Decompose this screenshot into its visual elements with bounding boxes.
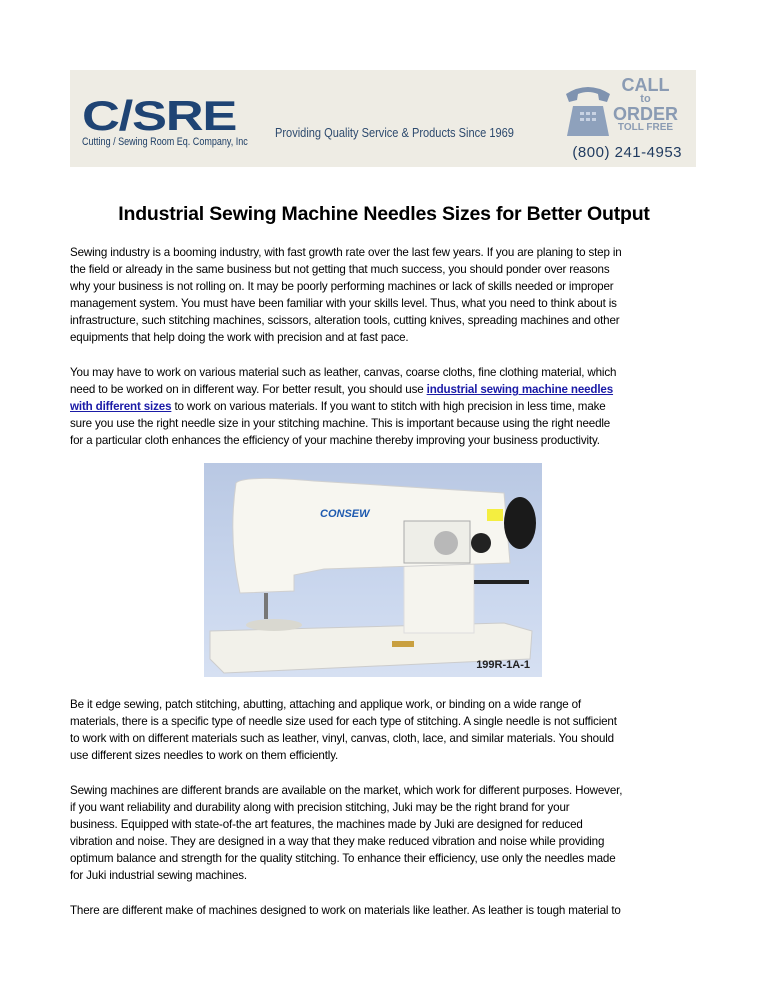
text-line: management system. You must have been familiar with your skills level. Thus, what you need to think about is	[70, 297, 617, 311]
paragraph-2	[70, 364, 710, 449]
toll-free-label: TOLL FREE	[617, 122, 674, 133]
text-line: for Juki industrial sewing machines.	[70, 869, 247, 883]
text-line: Sewing industry is a booming industry, with fast growth rate over the last few years. If you are planing to step in	[70, 246, 622, 259]
text-line: business. Equipped with state-of-the art features, the machines made by Juki are designed for reduced	[70, 818, 583, 832]
model-label: 199R-1A-1	[476, 659, 530, 671]
text-line: why your business is not rolling on. It may be poorly performing machines or lack of skills needed or improper	[70, 280, 614, 294]
to-label: to	[640, 93, 651, 105]
text-line: use different sizes needles to work on them efficiently.	[70, 749, 339, 763]
paragraph-1	[70, 244, 710, 347]
text-line: the field or already in the same business but not getting that much success, you should ponder over reasons	[70, 263, 610, 277]
text-line: Be it edge sewing, patch stitching, abutting, attaching and applique work, or binding on a wide range of	[70, 698, 581, 711]
sewing-machine-image	[204, 463, 542, 677]
text-segment: need to be worked on in different way. For better result, you should use	[70, 383, 427, 397]
text-segment: to work on various materials. If you want to stitch with high precision in less time, make	[171, 400, 606, 414]
call-label: CALL	[621, 75, 670, 95]
text-line: vibration and noise. They are designed in a way that they make reduced vibration and noise while providing	[70, 835, 605, 849]
phone-number: (800) 241-4953	[572, 144, 682, 161]
brand-label: CONSEW	[320, 508, 370, 520]
header-banner	[70, 70, 696, 167]
telephone-icon	[563, 80, 613, 140]
tagline: Providing Quality Service & Products Since 1969	[275, 125, 514, 140]
order-label: ORDER	[612, 104, 678, 124]
text-line: infrastructure, such stitching machines, scissors, alteration tools, cutting knives, spreading machines and other	[70, 314, 620, 328]
text-line: for a particular cloth enhances the efficiency of your machine thereby improving your business productivity.	[70, 434, 600, 448]
text-line: There are different make of machines designed to work on materials like leather. As leather is tough material to	[70, 904, 621, 917]
paragraph-4	[70, 782, 710, 885]
text-line: sure you use the right needle size in your stitching machine. This is important because using the right needle	[70, 417, 611, 431]
text-line: Sewing machines are different brands are available on the market, which work for different purposes. However,	[70, 784, 623, 797]
call-to-order	[563, 74, 688, 164]
text-line: You may have to work on various material such as leather, canvas, coarse cloths, fine clothing material, which	[70, 366, 617, 379]
company-name: Cutting / Sewing Room Eq. Company, Inc	[82, 136, 248, 148]
text-line: to work with on different materials such as leather, vinyl, canvas, cloth, lace, and similar materials. You should	[70, 732, 614, 746]
text-line: equipments that help doing the work with precision and at fast pace.	[70, 331, 409, 345]
sewing-machine-illustration	[204, 463, 542, 677]
text-line: optimum balance and strength for the quality stitching. To enhance their efficiency, use only the needles made	[70, 852, 616, 866]
paragraph-3	[70, 696, 710, 764]
needles-link-part-2[interactable]: with different sizes	[70, 400, 172, 414]
csre-logo	[82, 78, 257, 153]
logo-text: C/SRE	[82, 92, 237, 139]
text-line: materials, there is a specific type of needle size used for each type of stitching. A single needle is not sufficient	[70, 715, 617, 729]
paragraph-5	[70, 902, 710, 919]
needles-link-part-1[interactable]: industrial sewing machine needles	[426, 383, 614, 397]
text-line: if you want reliability and durability along with precision stitching, Juki may be the right brand for your	[70, 801, 570, 815]
page-title: Industrial Sewing Machine Needles Sizes for Better Output	[118, 203, 650, 225]
